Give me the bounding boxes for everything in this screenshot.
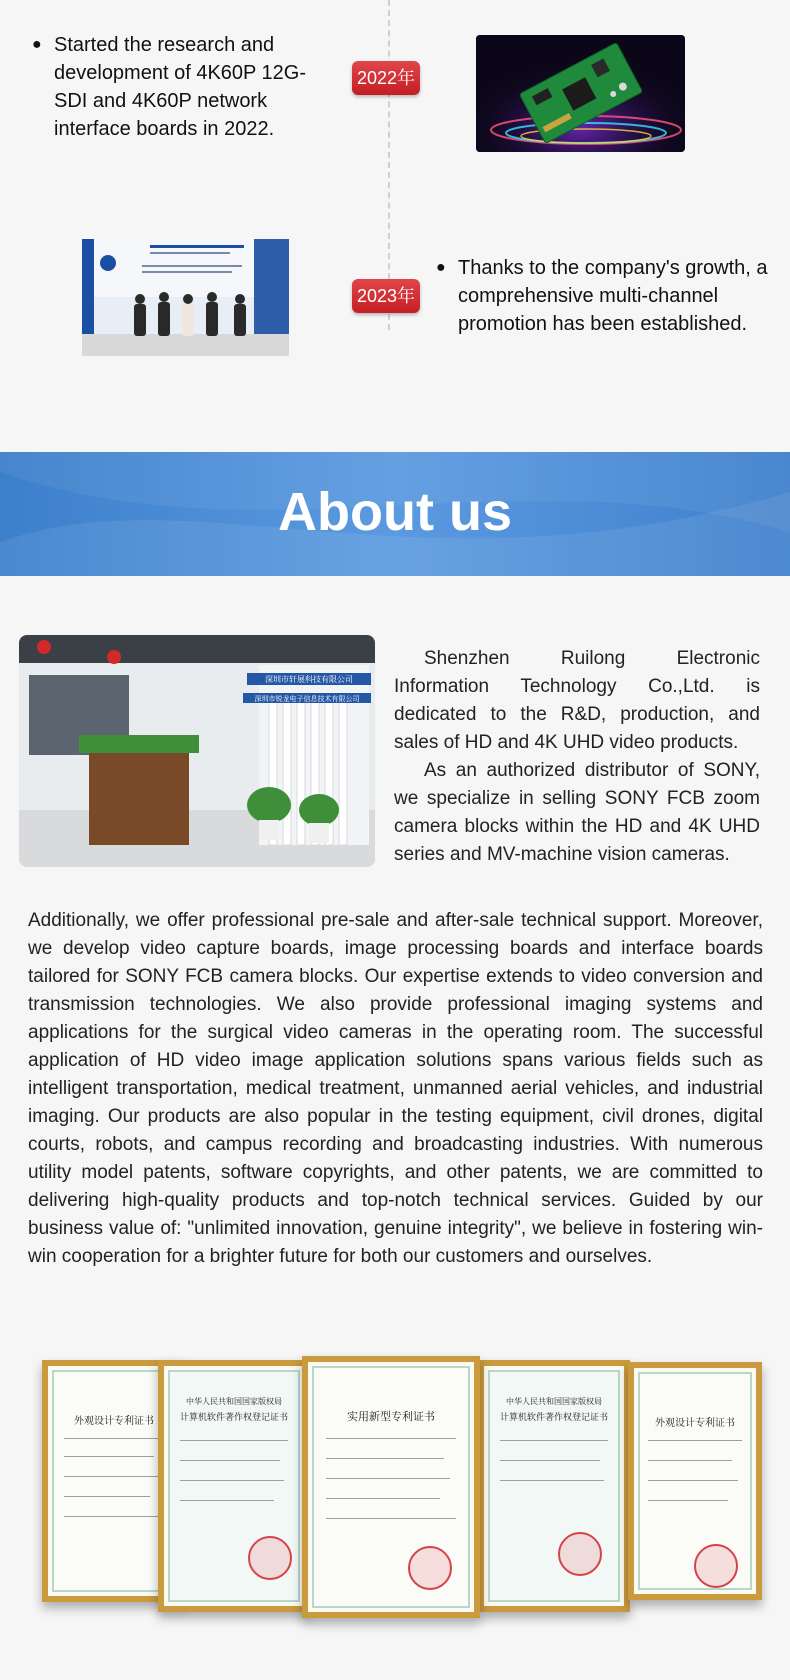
seal-icon [694,1544,738,1588]
year-badge-2023: 2023年 [352,279,420,313]
circuit-board-photo [476,35,685,152]
intro-paragraph-1: Shenzhen Ruilong Electronic Information Technology Co.,Ltd. is dedicated to the R&D, production, and sales of HD and 4K UHD video products. [394,648,760,753]
about-body-text: Additionally, we offer professional pre-sale and after-sale technical support. Moreover, we develop video capture boards, image processing boards and interface boards tailored for SONY FCB camera blocks. Our expertise extends to video conversion and transmission technologies. We also provide professional imaging systems and applications for the surgical video cameras in the operating room. The successful application of HD video image application solutions spans various fields such as intelligent transportation, medical treatment, unmanned aerial vehicles, and industrial imaging. Our products are also popular in the testing equipment, civil drones, digital courts, robots, and campus recording and broadcasting industries. With numerous utility model patents, software copyrights, and other patents, we are committed to delivering high-quality products and top-notch technical services. Guided by our business value of: "unlimited innovation, genuine integrity", we believe in fostering win-win cooperation for a brighter future for both our customers and ourselves. [28,910,763,1267]
bullet-icon: ● [436,259,446,276]
cert-title: 外观设计专利证书 [655,1418,735,1429]
seal-icon [558,1532,602,1576]
office-sign-line1: 深圳市轩展科技有限公司 [265,675,353,684]
office-photo [19,635,375,867]
about-banner [0,452,790,576]
cert-title: 计算机软件著作权登记证书 [499,1413,608,1423]
certificate-software-copyright-2 [478,1360,630,1612]
intro-paragraph-2: As an authorized distributor of SONY, we specialize in selling SONY FCB zoom camera blocks within the HD and 4K UHD series and MV-machine vision cameras. [394,760,760,865]
office-sign-line2: 深圳市锐龙电子信息技术有限公司 [254,695,360,703]
seal-icon [248,1536,292,1580]
year-badge-2022: 2022年 [352,61,420,95]
seal-icon [408,1546,452,1590]
cert-title: 外观设计专利证书 [74,1416,154,1427]
certificate-utility-model-patent [302,1356,480,1618]
certificate-design-patent-2 [628,1362,762,1600]
team-exhibition-photo [82,239,289,356]
cert-title: 实用新型专利证书 [347,1410,435,1423]
timeline-2022-text: ● Started the research and development of 4K60P 12G-SDI and 4K60P network interface boards in 2022. [54,31,324,143]
about-intro [394,645,760,869]
timeline-2023-text: ● Thanks to the company's growth, a comprehensive multi-channel promotion has been established. [458,254,778,338]
cert-title-top: 中华人民共和国国家版权局 [506,1397,602,1406]
certificate-software-copyright-1 [158,1360,310,1612]
cert-title: 计算机软件著作权登记证书 [179,1413,288,1423]
cert-title-top: 中华人民共和国国家版权局 [186,1397,282,1406]
bullet-icon: ● [32,36,42,53]
about-title: About us [278,482,512,542]
